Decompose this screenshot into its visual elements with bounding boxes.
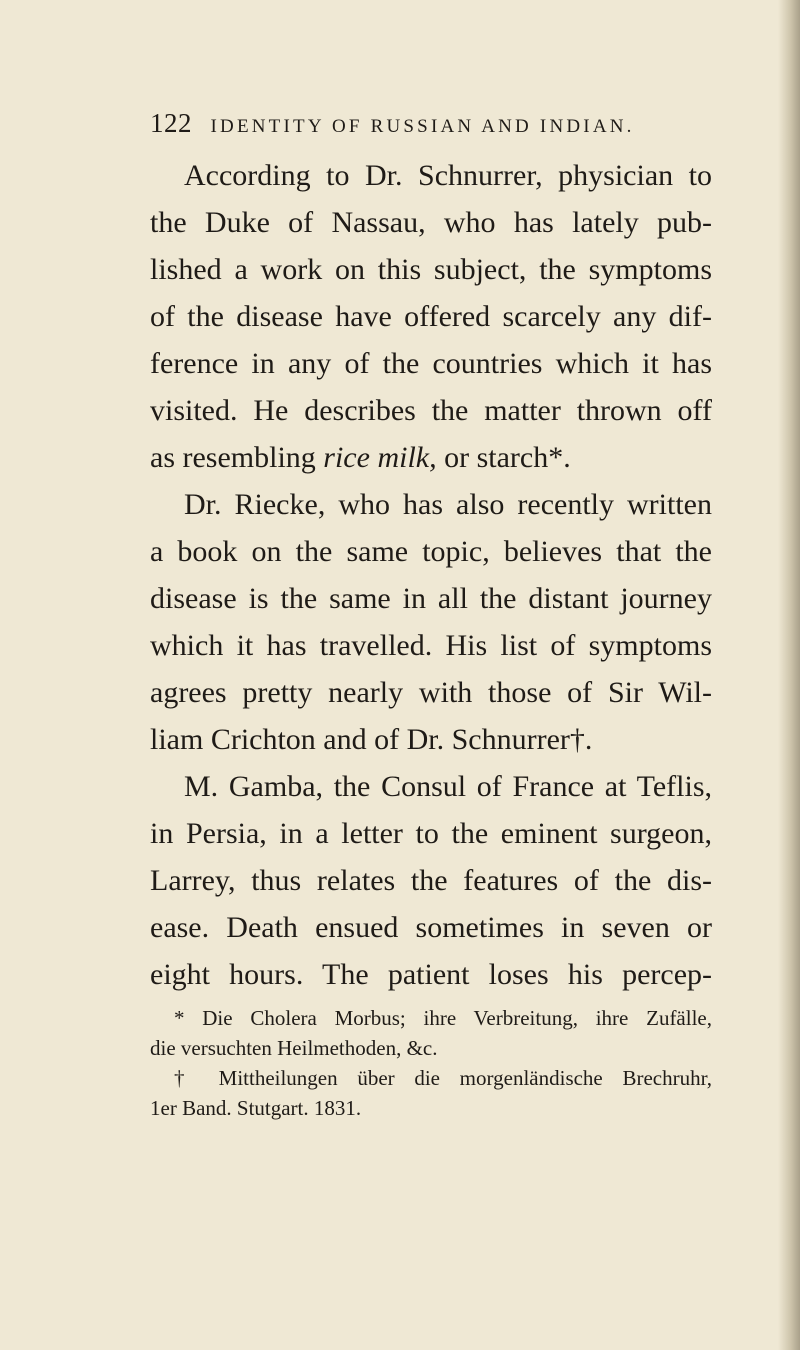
- text-line: which it has travelled. His list of symptoms: [150, 629, 712, 662]
- running-head: [150, 108, 710, 148]
- text-line: a book on the same topic, believes that the: [150, 535, 712, 568]
- page-number: 122: [150, 108, 192, 138]
- text-line: Larrey, thus relates the features of the dis-: [150, 864, 712, 897]
- text-segment: or starch*.: [444, 441, 571, 474]
- text-line: disease is the same in all the distant journey: [150, 582, 712, 615]
- footnote-line: * Die Cholera Morbus; ihre Verbreitung, ihre Zufälle,: [174, 1006, 712, 1030]
- page-edge-shadow: [778, 0, 800, 1350]
- text-segment: as resembling: [150, 441, 316, 474]
- text-line: ference in any of the countries which it has: [150, 347, 712, 380]
- footnote-line: die versuchten Heilmethoden, &c.: [150, 1036, 438, 1060]
- text-line: Dr. Riecke, who has also recently written: [184, 488, 712, 521]
- text-line: in Persia, in a letter to the eminent surgeon,: [150, 817, 712, 850]
- text-line: lished a work on this subject, the symptoms: [150, 253, 712, 286]
- text-line: the Duke of Nassau, who has lately pub-: [150, 206, 712, 239]
- footnote-line: 1er Band. Stutgart. 1831.: [150, 1096, 362, 1120]
- text-line: M. Gamba, the Consul of France at Teflis,: [184, 770, 712, 803]
- footnote-line: † Mittheilungen über die morgenländische Brechruhr,: [174, 1066, 712, 1090]
- text-line: ease. Death ensued sometimes in seven or: [150, 911, 712, 944]
- text-line: of the disease have offered scarcely any dif-: [150, 300, 712, 333]
- italic-phrase: rice milk,: [323, 441, 437, 474]
- text-line: According to Dr. Schnurrer, physician to: [184, 159, 712, 192]
- text-line: liam Crichton and of Dr. Schnurrer†.: [150, 723, 593, 756]
- footnotes: [150, 1003, 712, 1123]
- running-head-title: IDENTITY OF RUSSIAN AND INDIAN.: [210, 116, 635, 137]
- text-line: [150, 434, 712, 481]
- body-text: [150, 152, 712, 998]
- text-line: visited. He describes the matter thrown off: [150, 394, 712, 427]
- text-line: agrees pretty nearly with those of Sir Wil-: [150, 676, 712, 709]
- text-line: eight hours. The patient loses his percep-: [150, 958, 712, 991]
